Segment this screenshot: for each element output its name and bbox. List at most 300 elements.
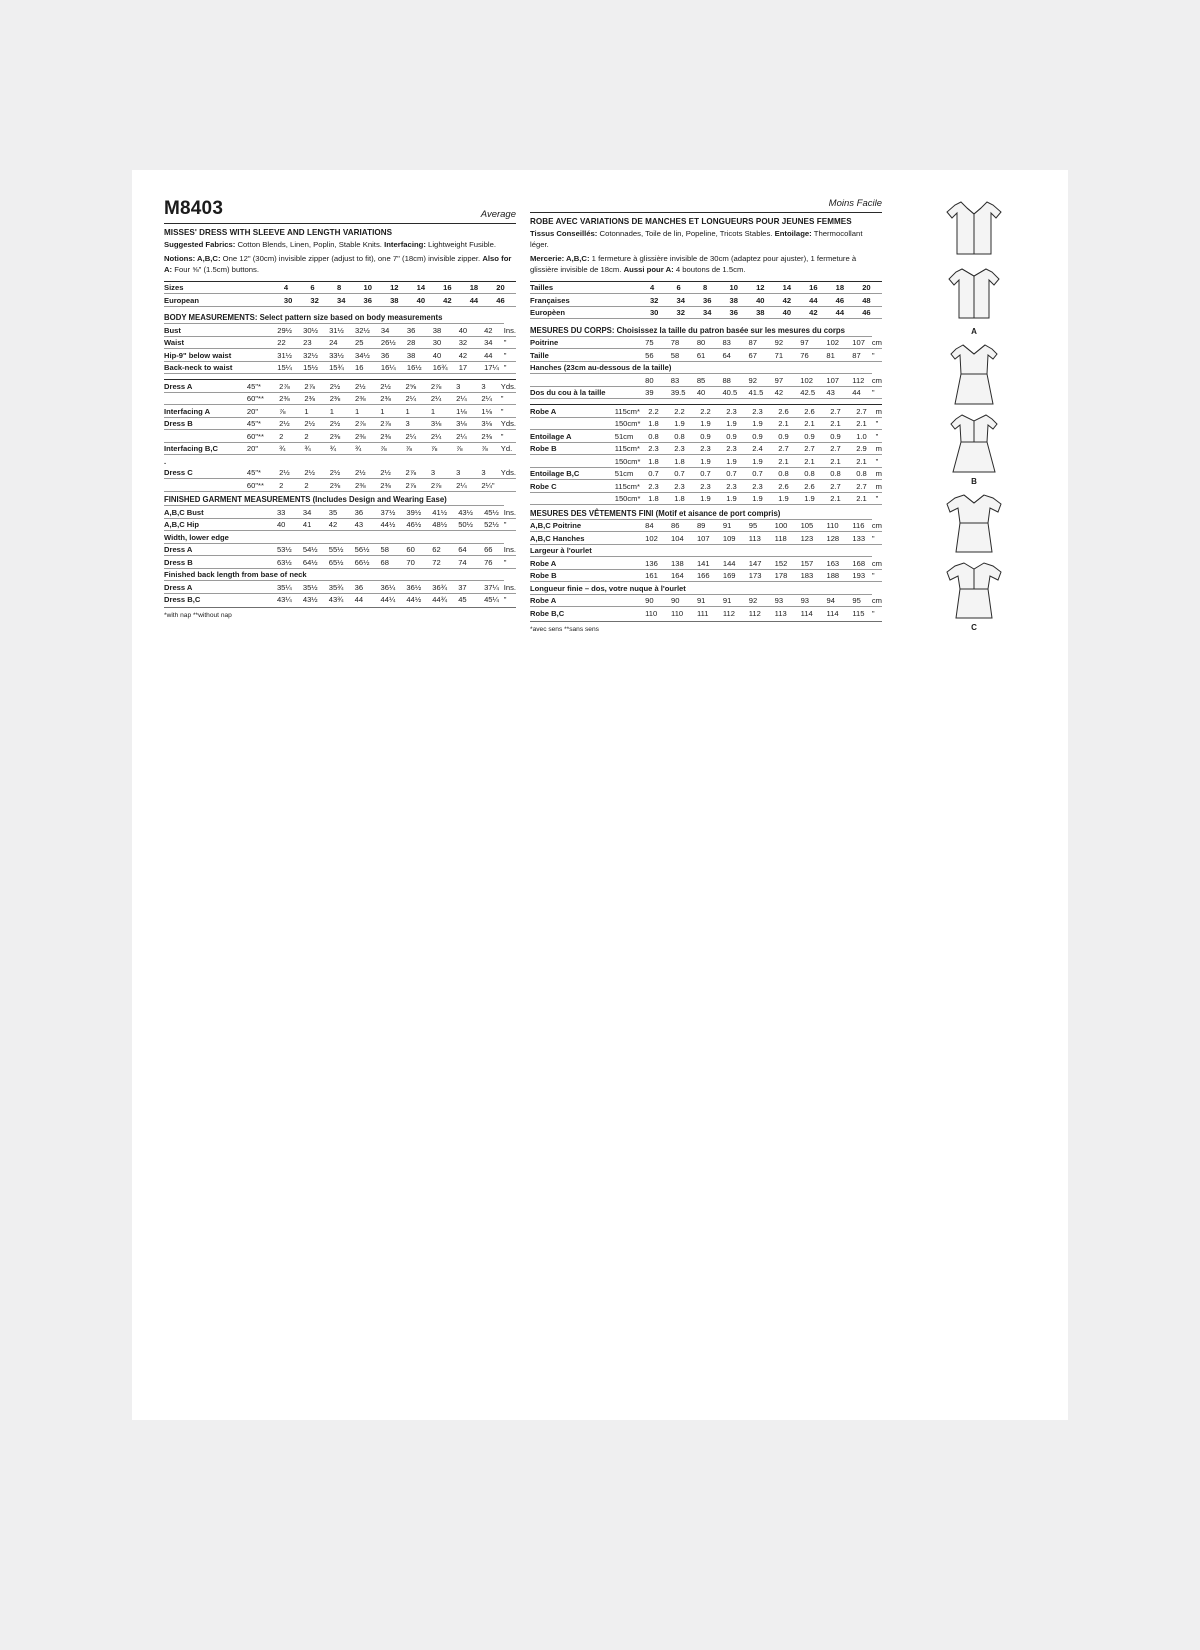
notions-also-label-fr: Aussi pour A: <box>623 264 674 274</box>
cell: 0.8 <box>830 467 856 480</box>
cell: 42 <box>459 349 484 362</box>
cell: 93 <box>801 594 827 607</box>
table-row <box>530 594 882 607</box>
cell: 95 <box>749 519 775 532</box>
cell: 80 <box>645 374 671 387</box>
view-c-label: C <box>971 623 977 632</box>
table-row <box>530 386 882 399</box>
cell: 0.9 <box>726 430 752 443</box>
cell: 2⅞ <box>279 380 304 393</box>
cell: 17¼ <box>484 361 504 374</box>
row-label: Hip-9" below waist <box>164 349 246 362</box>
table-row <box>530 336 882 349</box>
cell: 2⅜ <box>481 430 500 443</box>
cell: 1 <box>406 405 431 418</box>
cell: 42 <box>443 294 470 307</box>
cell: 0.9 <box>778 430 804 443</box>
cell: 128 <box>826 532 852 545</box>
cell: 115 <box>852 608 865 618</box>
cell: 14 <box>417 281 444 294</box>
cell: 102 <box>645 532 671 545</box>
cell: 65½ <box>329 556 355 569</box>
fabrics-text-en: Cotton Blends, Linen, Poplin, Stable Knits. <box>235 240 385 249</box>
fabric-width: 115cm* <box>615 480 648 493</box>
cell: 92 <box>749 374 775 387</box>
cell: 2.6 <box>778 405 804 418</box>
cell: 0.8 <box>674 430 700 443</box>
width-heading-fr: Largeur à l'ourlet <box>530 544 872 557</box>
cell: 45½ <box>484 506 504 519</box>
fabrics-text-fr: Cotonnades, Toile de lin, Popeline, Tricots Stables. <box>597 229 775 238</box>
row-label: A,B,C Hanches <box>530 532 614 545</box>
cell: 193 <box>852 569 872 582</box>
cell: 36½ <box>406 581 432 594</box>
cell: 38 <box>730 294 757 307</box>
cell: 2.2 <box>700 405 726 418</box>
cell: 36 <box>355 581 381 594</box>
cell: 1.9 <box>804 492 830 505</box>
cell: 95 <box>852 594 872 607</box>
cell: 37 <box>458 581 484 594</box>
cell: 1.9 <box>700 417 726 430</box>
cell: 76 <box>484 556 504 569</box>
cell: 2¼ <box>406 430 431 443</box>
line-drawings-panel <box>904 196 1044 666</box>
cell: 6 <box>676 281 703 294</box>
cell: 31½ <box>277 349 303 362</box>
cell: 2.3 <box>648 480 674 493</box>
cell: 44 <box>484 349 504 362</box>
fabric-width: 45"* <box>247 417 279 430</box>
unit-cell: " <box>504 518 516 531</box>
cell: 2⅝ <box>406 380 431 393</box>
cell: 42 <box>809 306 836 319</box>
cell: 2.1 <box>804 455 830 468</box>
cell: ⅞ <box>279 405 304 418</box>
table-row <box>164 518 516 531</box>
fabric-width: 20" <box>247 442 279 455</box>
french-fabrics <box>530 229 882 251</box>
cell: 75 <box>645 336 671 349</box>
unit-cell: " <box>872 349 882 362</box>
fabric-width: 150cm* <box>615 417 648 430</box>
cell: 2⅜ <box>330 479 355 492</box>
cell: 111 <box>696 608 709 618</box>
cell: 38 <box>433 324 459 337</box>
table-row <box>530 405 882 418</box>
table-row <box>530 430 882 443</box>
cell: 1.9 <box>726 455 752 468</box>
cell: 40.5 <box>722 386 748 399</box>
cell: 164 <box>671 569 697 582</box>
cell: 36 <box>703 294 730 307</box>
cell: 36 <box>355 506 381 519</box>
row-label: Robe A <box>530 405 615 418</box>
cell: 91 <box>723 594 749 607</box>
cell: 133 <box>852 532 872 545</box>
row-label <box>530 492 615 505</box>
unit-cell: m <box>875 406 882 416</box>
cell: 22 <box>277 336 303 349</box>
cell: 42 <box>329 518 355 531</box>
dress-a-back-icon <box>931 264 1017 326</box>
unit-cell: m <box>875 444 882 454</box>
table-row <box>164 324 516 337</box>
dress-b-back-icon <box>931 410 1017 476</box>
cell: 53½ <box>277 543 303 556</box>
cell: 20 <box>496 281 516 294</box>
cell: 109 <box>723 532 749 545</box>
cell: 16¼ <box>381 361 407 374</box>
cell: 32½ <box>303 349 329 362</box>
cell: 2½ <box>330 467 355 479</box>
cell: 1⅛ <box>456 405 481 418</box>
cell: 41 <box>303 518 329 531</box>
cell: 36¾ <box>432 581 458 594</box>
cell: 30½ <box>303 324 329 337</box>
cell: 44¾ <box>432 595 448 605</box>
unit-cell <box>501 479 516 492</box>
cell: 34 <box>703 306 730 319</box>
cell: 2.1 <box>856 417 875 430</box>
cell: 85 <box>697 374 723 387</box>
cell: 93 <box>775 594 801 607</box>
finished-heading-fr: MESURES DES VÊTEMENTS FINI (Motif et aisance de port compris) <box>530 507 872 519</box>
cell: ⅞ <box>406 442 431 455</box>
cell: 2⅞ <box>380 417 405 430</box>
table-row <box>164 417 516 430</box>
unit-cell: cm <box>871 375 882 385</box>
cell: 34 <box>337 294 364 307</box>
subheading-row <box>530 582 882 595</box>
cell: 1.9 <box>752 417 778 430</box>
section-heading-row <box>164 312 516 324</box>
cell: 0.8 <box>778 467 804 480</box>
cell: 16 <box>809 281 836 294</box>
cell: 2.7 <box>830 480 856 493</box>
cell: 110 <box>671 608 684 618</box>
cell: 1.9 <box>726 417 752 430</box>
unit-cell: m <box>875 469 882 479</box>
cell: 40 <box>783 306 810 319</box>
cell: 58 <box>381 543 407 556</box>
cell: 44¼ <box>380 595 396 605</box>
cell: 92 <box>749 594 775 607</box>
cell: 113 <box>774 608 787 618</box>
cell: 2.3 <box>648 442 674 455</box>
cell: 30 <box>433 336 459 349</box>
cell: 97 <box>775 374 801 387</box>
unit-cell: " <box>876 430 882 443</box>
cell: 44 <box>836 306 863 319</box>
cell: 1 <box>330 405 355 418</box>
cell: 20 <box>862 281 882 294</box>
view-a-label: A <box>971 327 977 336</box>
cell: 40 <box>756 294 783 307</box>
cell: 2.6 <box>804 405 830 418</box>
table-row <box>164 479 516 492</box>
table-row <box>530 480 882 493</box>
cell: 2.3 <box>700 480 726 493</box>
english-fabrics <box>164 240 516 251</box>
cell: 43½ <box>458 506 484 519</box>
cell: 8 <box>337 281 364 294</box>
cell: 2¼ <box>456 479 481 492</box>
sizes-table-en <box>164 281 516 307</box>
cell: 30 <box>284 294 311 307</box>
cell: 2⅜ <box>279 392 304 405</box>
cell: 34 <box>676 294 703 307</box>
cell: 48 <box>862 294 882 307</box>
row-label <box>164 392 247 405</box>
cell: 2.1 <box>856 492 875 505</box>
cell: 112 <box>748 608 761 618</box>
table-row <box>164 336 516 349</box>
cell: 36 <box>407 324 433 337</box>
cell: 2.3 <box>726 480 752 493</box>
subheading-row <box>164 531 516 544</box>
cell: 2½ <box>304 417 329 430</box>
cell: 2 <box>304 479 329 492</box>
cell: 68 <box>381 556 407 569</box>
cell: 2.1 <box>778 417 804 430</box>
cell: 0.9 <box>700 430 726 443</box>
row-label: Dos du cou à la taille <box>530 386 614 399</box>
cell: 17 <box>459 361 484 374</box>
cell: 1 <box>380 405 405 418</box>
row-label <box>164 479 247 492</box>
cell: ⅞ <box>456 442 481 455</box>
cell: ¾ <box>279 442 304 455</box>
cell: 2¼ <box>481 392 500 405</box>
table-row <box>530 281 882 294</box>
french-notions <box>530 254 882 276</box>
table-row <box>530 492 882 505</box>
yardage-table-fr <box>530 404 882 505</box>
row-label: . <box>164 456 167 466</box>
cell: 2.2 <box>674 405 700 418</box>
row-label: Sizes <box>164 281 251 294</box>
cell: 44 <box>809 294 836 307</box>
cell: 18 <box>470 281 497 294</box>
cell: 1.8 <box>648 455 674 468</box>
cell: ¾ <box>304 442 329 455</box>
cell: 2½ <box>279 467 304 479</box>
cell: 2⅜ <box>330 392 355 405</box>
row-label: A,B,C Bust <box>164 506 246 519</box>
row-label: Dress A <box>164 380 247 393</box>
interfacing-label-en: Interfacing: <box>384 240 426 249</box>
cell: 2¼ <box>456 392 481 405</box>
cell: 74 <box>458 556 484 569</box>
cell: 2¼ <box>431 430 456 443</box>
pattern-envelope-back <box>132 170 1068 690</box>
cell: 36¼ <box>381 581 407 594</box>
cell: 163 <box>826 557 852 570</box>
cell: 62 <box>432 543 458 556</box>
cell: 102 <box>800 374 826 387</box>
cell: 67 <box>749 349 775 362</box>
row-label: Dress B <box>164 417 247 430</box>
unit-cell: " <box>876 417 882 430</box>
cell: 35¾ <box>329 581 355 594</box>
fabric-width: 150cm* <box>615 492 648 505</box>
cell: 64 <box>458 543 484 556</box>
cell: 2¼ <box>456 430 481 443</box>
row-label: Taille <box>530 349 614 362</box>
cell: 3⅛ <box>456 417 481 430</box>
row-label: Robe A <box>530 557 614 570</box>
row-label: Robe B,C <box>530 608 565 618</box>
subheading-row <box>530 361 882 374</box>
cell: 123 <box>801 532 827 545</box>
unit-cell: " <box>501 392 516 405</box>
cell: 152 <box>775 557 801 570</box>
cell: 46 <box>496 294 516 307</box>
cell: 2.3 <box>752 405 778 418</box>
header-rule-fr <box>530 212 882 213</box>
sizes-body-en <box>164 281 516 306</box>
cell: 15¾ <box>329 361 355 374</box>
cell: 3 <box>481 467 500 479</box>
cell: 64½ <box>303 556 329 569</box>
table-row <box>164 455 516 467</box>
cell: 2.1 <box>830 417 856 430</box>
unit-cell: " <box>501 430 516 443</box>
cell: 32 <box>650 294 677 307</box>
table-row <box>164 556 516 569</box>
cell: 60 <box>406 543 432 556</box>
cell: 40 <box>459 324 484 337</box>
fabrics-label-fr: Tissus Conseillés: <box>530 229 598 238</box>
yardage-table-en <box>164 379 516 492</box>
cell: 44½ <box>381 518 407 531</box>
cell: 91 <box>697 594 723 607</box>
table-row <box>530 349 882 362</box>
cell: 45 <box>458 595 467 605</box>
cell: 43½ <box>302 595 318 605</box>
cell: 141 <box>697 557 723 570</box>
unit-cell: " <box>872 569 882 582</box>
cell: 44 <box>852 386 872 399</box>
cell: 44 <box>354 595 364 605</box>
row-label: Waist <box>164 336 246 349</box>
cell: 43 <box>355 518 381 531</box>
notions-also-label-en: Also for A: <box>164 253 512 274</box>
cell: 43¼ <box>276 595 292 605</box>
cell: 1.8 <box>648 492 674 505</box>
unit-cell: " <box>871 608 875 618</box>
row-label: Back-neck to waist <box>164 361 246 374</box>
cell: 102 <box>826 336 852 349</box>
cell: 2⅞ <box>406 467 431 479</box>
cell: 87 <box>852 349 872 362</box>
dress-c-back-icon <box>931 558 1017 622</box>
cell: 1.9 <box>752 492 778 505</box>
cell: 1⅛ <box>481 405 500 418</box>
table-row <box>164 593 516 605</box>
notions-also-text-fr: 4 boutons de 1.5cm. <box>673 264 746 274</box>
cell: 40 <box>417 294 444 307</box>
notions-text-en: One 12" (30cm) invisible zipper (adjust to fit), one 7" (18cm) invisible zipper. <box>220 253 483 263</box>
cell: 35¼ <box>277 581 303 594</box>
cell: ⅞ <box>431 442 456 455</box>
unit-cell: " <box>504 349 516 362</box>
width-heading-en: Width, lower edge <box>164 531 504 544</box>
interfacing-text-fr: Thermocollant léger. <box>530 229 863 249</box>
cell: 3 <box>481 380 500 393</box>
row-label: Entoilage B,C <box>530 467 615 480</box>
subheading-row <box>530 544 882 557</box>
cell: 40 <box>697 386 723 399</box>
unit-cell: cm <box>871 338 882 348</box>
cell: 33½ <box>329 349 355 362</box>
french-title: ROBE AVEC VARIATIONS DE MANCHES ET LONGUEURS POUR JEUNES FEMMES <box>530 217 852 226</box>
cell: 10 <box>364 281 391 294</box>
cell: 52½ <box>484 518 504 531</box>
cell: 0.9 <box>830 430 856 443</box>
cell: 2⅜ <box>355 430 380 443</box>
row-label: Interfacing A <box>164 405 247 418</box>
cell: 2.3 <box>726 405 752 418</box>
section-heading-row <box>530 324 882 336</box>
cell: 15¼ <box>277 361 303 374</box>
fabric-width: 115cm* <box>615 405 648 418</box>
cell: 0.7 <box>726 467 752 480</box>
cell: 2⅜ <box>304 392 329 405</box>
table-row <box>530 607 882 619</box>
row-label: Robe C <box>530 480 615 493</box>
table-row <box>164 294 516 307</box>
cell: 32 <box>310 294 337 307</box>
cell: 169 <box>723 569 749 582</box>
cell: 3 <box>431 467 456 479</box>
cell: 56½ <box>355 543 381 556</box>
cell: 24 <box>329 336 355 349</box>
cell: 36 <box>730 306 757 319</box>
cell: 87 <box>749 336 775 349</box>
cell: 2½ <box>355 380 380 393</box>
header-rule-en <box>164 223 516 224</box>
cell: 2.6 <box>804 480 830 493</box>
table-row <box>530 455 882 468</box>
cell: 0.8 <box>804 467 830 480</box>
cell: 39½ <box>406 506 432 519</box>
row-label <box>530 417 615 430</box>
cell: 112 <box>852 374 872 387</box>
view-b-front-illustration <box>904 340 1044 486</box>
cell: 157 <box>801 557 827 570</box>
cell: 6 <box>310 281 337 294</box>
row-label: Poitrine <box>530 336 614 349</box>
notions-also-text-en: Four ⅝" (1.5cm) buttons. <box>172 264 260 274</box>
cell: 18 <box>836 281 863 294</box>
table-row <box>530 557 882 570</box>
cell: 2⅞ <box>431 380 456 393</box>
cell: 45¼ <box>484 595 499 605</box>
cell: 38 <box>407 349 433 362</box>
cell: 2½ <box>380 467 405 479</box>
interfacing-text-en: Lightweight Fusible. <box>425 240 497 249</box>
cell: 1.9 <box>700 492 726 505</box>
row-label: Tailles <box>530 281 617 294</box>
cell: 12 <box>390 281 417 294</box>
cell: 2⅜ <box>380 392 405 405</box>
cell: 100 <box>775 519 801 532</box>
table-row <box>530 569 882 582</box>
cell: 25 <box>355 336 381 349</box>
unit-cell: " <box>872 532 882 545</box>
